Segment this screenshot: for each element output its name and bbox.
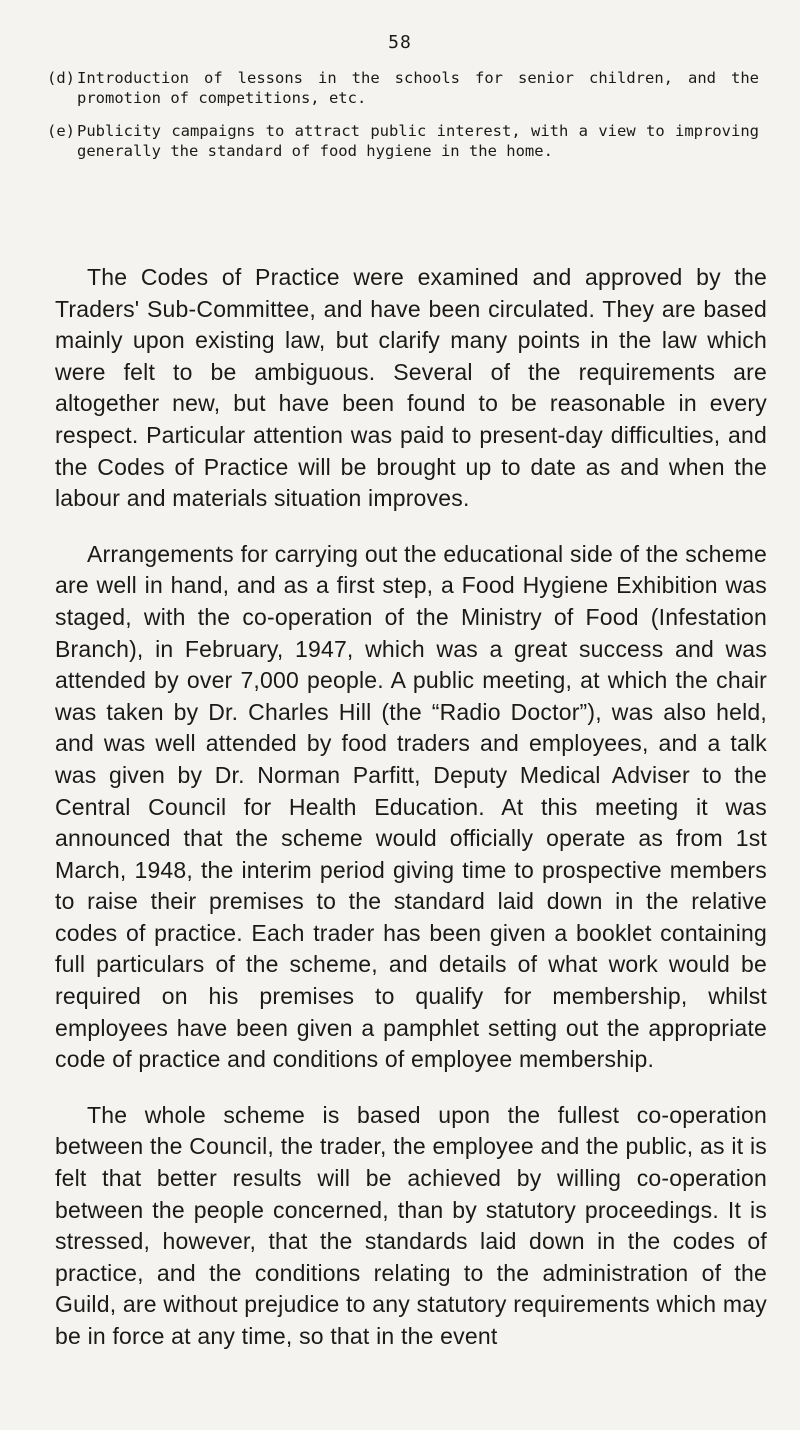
paragraph-codes-of-practice: The Codes of Practice were examined and approved by the Traders' Sub-Committee, and have been circulated. They are based mainly upon existing law, but clarify many points in the law which were felt to be ambiguous. Several of the requirements are altogether new, but have been found to be reasonable in every respect. Particular attention was paid to present-day difficulties, and the Codes of Practice will be brought up to date as and when the labour and materials situation improves. [55, 264, 767, 512]
list-item-e [47, 121, 759, 161]
list-marker: (d) [47, 69, 75, 87]
paragraph-arrangements: Arrangements for carrying out the educational side of the scheme are well in hand, and as a first step, a Food Hygiene Exhibition was staged, with the co-operation of the Ministry of Food (Infestation Branch), in February, 1947, which was a great success and was attended by over 7,000 people. A public meeting, at which the chair was taken by Dr. Charles Hill (the “Radio Doctor”), was also held, and was well attended by food traders and employees, and a talk was given by Dr. Norman Parfitt, Deputy Medical Adviser to the Central Council for Health Education. At this meeting it was announced that the scheme would officially operate as from 1st March, 1948, the interim period giving time to prospective members to raise their premises to the standard laid down in the relative codes of practice. Each trader has been given a booklet containing full particulars of the scheme, and details of what work would be required on his premises to qualify for membership, whilst employees have been given a pamphlet setting out the appropriate code of practice and conditions of employee membership. [55, 540, 767, 1073]
body-text [55, 262, 767, 1377]
page-number: 58 [388, 32, 412, 53]
list-marker: (e) [47, 122, 75, 140]
paragraph-whole-scheme: The whole scheme is based upon the fullest co-operation between the Council, the trader, the employee and the public, as it is felt that better results will be achieved by willing co-operation between the people concerned, than by statutory proceedings. It is stressed, however, that the standards laid down in the codes of practice, and the conditions relating to the administration of the Guild, are without prejudice to any statutory requirements which may be in force at any time, so that in the event [55, 1101, 767, 1349]
list-item-d [47, 68, 759, 108]
list-item-text: Publicity campaigns to attract public interest, with a view to improving generally the standard of food hygiene in the home. [77, 122, 759, 160]
lettered-list [47, 68, 759, 174]
list-item-text: Introduction of lessons in the schools for senior children, and the promotion of competitions, etc. [77, 69, 759, 107]
